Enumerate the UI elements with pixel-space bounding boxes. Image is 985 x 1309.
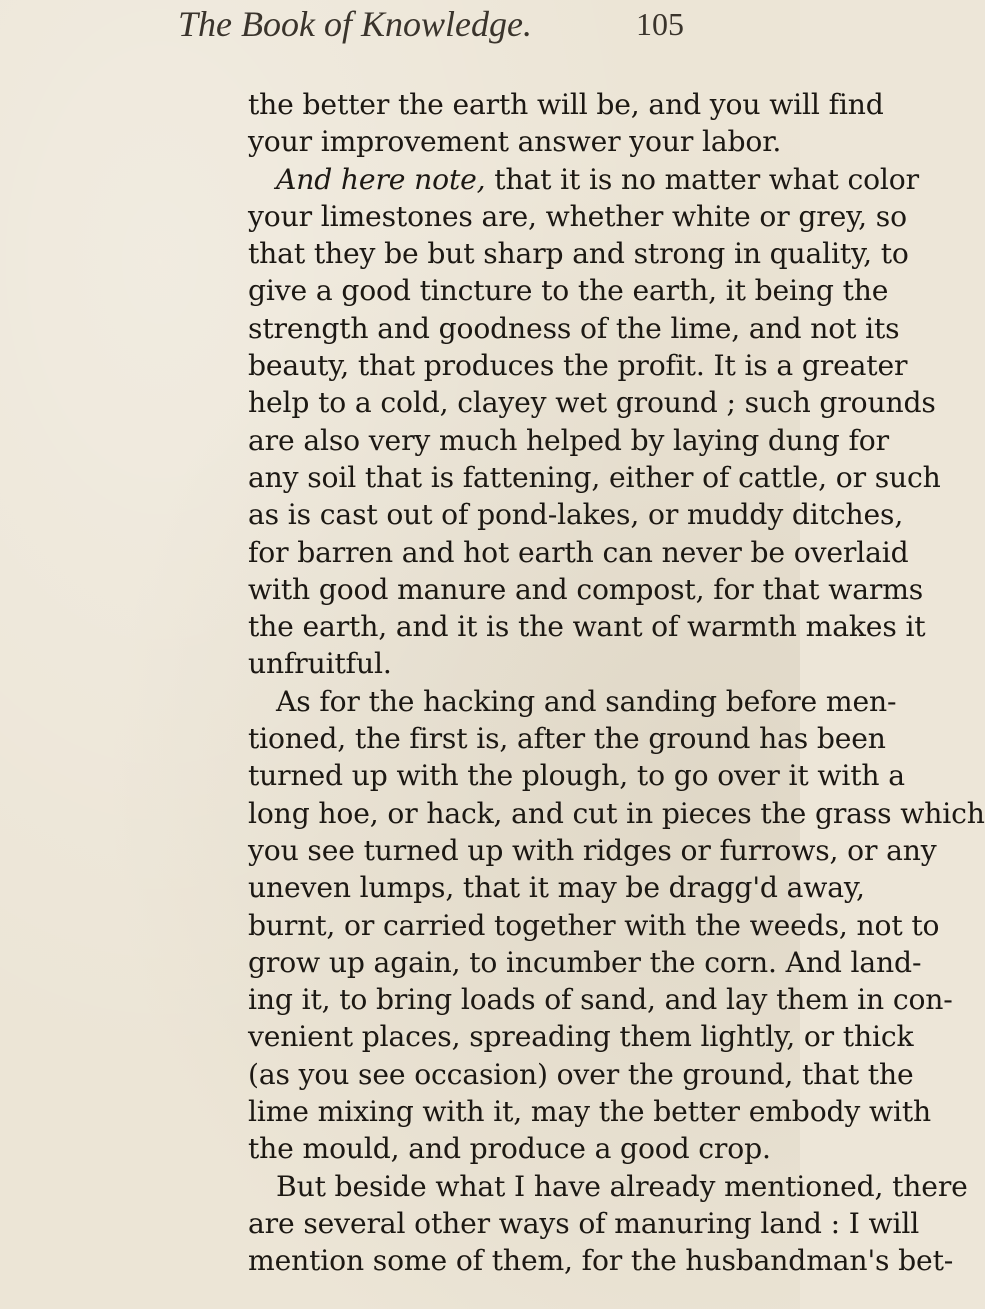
text-line [248,832,937,869]
text-line [248,757,905,794]
line-text: help to a cold, clayey wet ground ; such grounds [248,386,936,420]
line-text: any soil that is fattening, either of cattle, or such [248,460,941,494]
line-text: your improvement answer your labor. [248,125,782,159]
line-text: burnt, or carried together with the weeds, not to [248,908,940,942]
text-line [248,459,941,496]
text-line [248,1018,914,1055]
text-line [248,944,922,981]
line-text: with good manure and compost, for that warms [248,572,924,606]
line-text: strength and goodness of the lime, and not its [248,311,900,345]
line-text: venient places, spreading them lightly, or thick [248,1020,914,1054]
line-text: give a good tincture to the earth, it being the [248,274,889,308]
line-text: the earth, and it is the want of warmth makes it [248,610,926,644]
text-line [248,907,940,944]
text-line [248,1093,932,1130]
line-text: unfruitful. [248,647,392,681]
line-text: But beside what I have already mentioned, there [276,1169,968,1203]
line-text: that it is no matter what color [485,162,919,196]
line-text: your limestones are, whether white or grey, so [248,199,907,233]
text-line [248,422,889,459]
text-line [248,1242,954,1279]
text-line [248,1168,968,1205]
line-text: grow up again, to incumber the corn. And land- [248,945,922,979]
text-line [248,310,900,347]
line-text: the better the earth will be, and you will find [248,88,884,121]
line-text: (as you see occasion) over the ground, that the [248,1057,914,1091]
text-line [248,683,897,720]
line-text: tioned, the first is, after the ground has been [248,722,886,756]
text-line [248,86,884,123]
text-line [248,1205,920,1242]
line-text: for barren and hot earth can never be overlaid [248,535,909,569]
text-line [248,198,907,235]
line-text: the mould, and produce a good crop. [248,1132,771,1166]
italic-phrase: And here note, [276,162,486,196]
line-text: are also very much helped by laying dung for [248,423,889,457]
line-text: as is cast out of pond-lakes, or muddy ditches, [248,498,904,532]
text-line [248,235,909,272]
line-text: that they be but sharp and strong in quality, to [248,237,909,271]
text-line [248,608,926,645]
text-line [248,384,936,421]
line-text: beauty, that produces the profit. It is a greater [248,349,908,383]
line-text: are several other ways of manuring land : I will [248,1206,920,1240]
running-head [178,4,684,44]
text-line [248,347,908,384]
text-line [248,496,904,533]
text-line [248,123,793,160]
line-text: As for the hacking and sanding before men- [276,684,897,718]
text-line [248,869,865,906]
line-text: mention some of them, for the husbandman's bet- [248,1244,954,1278]
line-text: lime mixing with it, may the better embody with [248,1095,932,1129]
line-text: ing it, to bring loads of sand, and lay them in con- [248,983,953,1017]
line-text: turned up with the plough, to go over it with a [248,759,905,793]
line-text: long hoe, or hack, and cut in pieces the grass which [248,796,985,830]
line-text: uneven lumps, that it may be dragg'd away, [248,871,865,905]
body-text [248,86,985,1280]
text-line [248,534,909,571]
line-text: you see turned up with ridges or furrows, or any [248,833,937,867]
text-line [248,272,889,309]
running-title: The Book of Knowledge. [178,4,532,44]
text-line [248,161,919,198]
text-line [248,795,985,832]
text-line [248,720,886,757]
text-line [248,645,793,682]
text-line [248,571,924,608]
text-line [248,1056,914,1093]
page-number: 105 [636,6,684,42]
text-line [248,1130,793,1167]
text-line [248,981,953,1018]
